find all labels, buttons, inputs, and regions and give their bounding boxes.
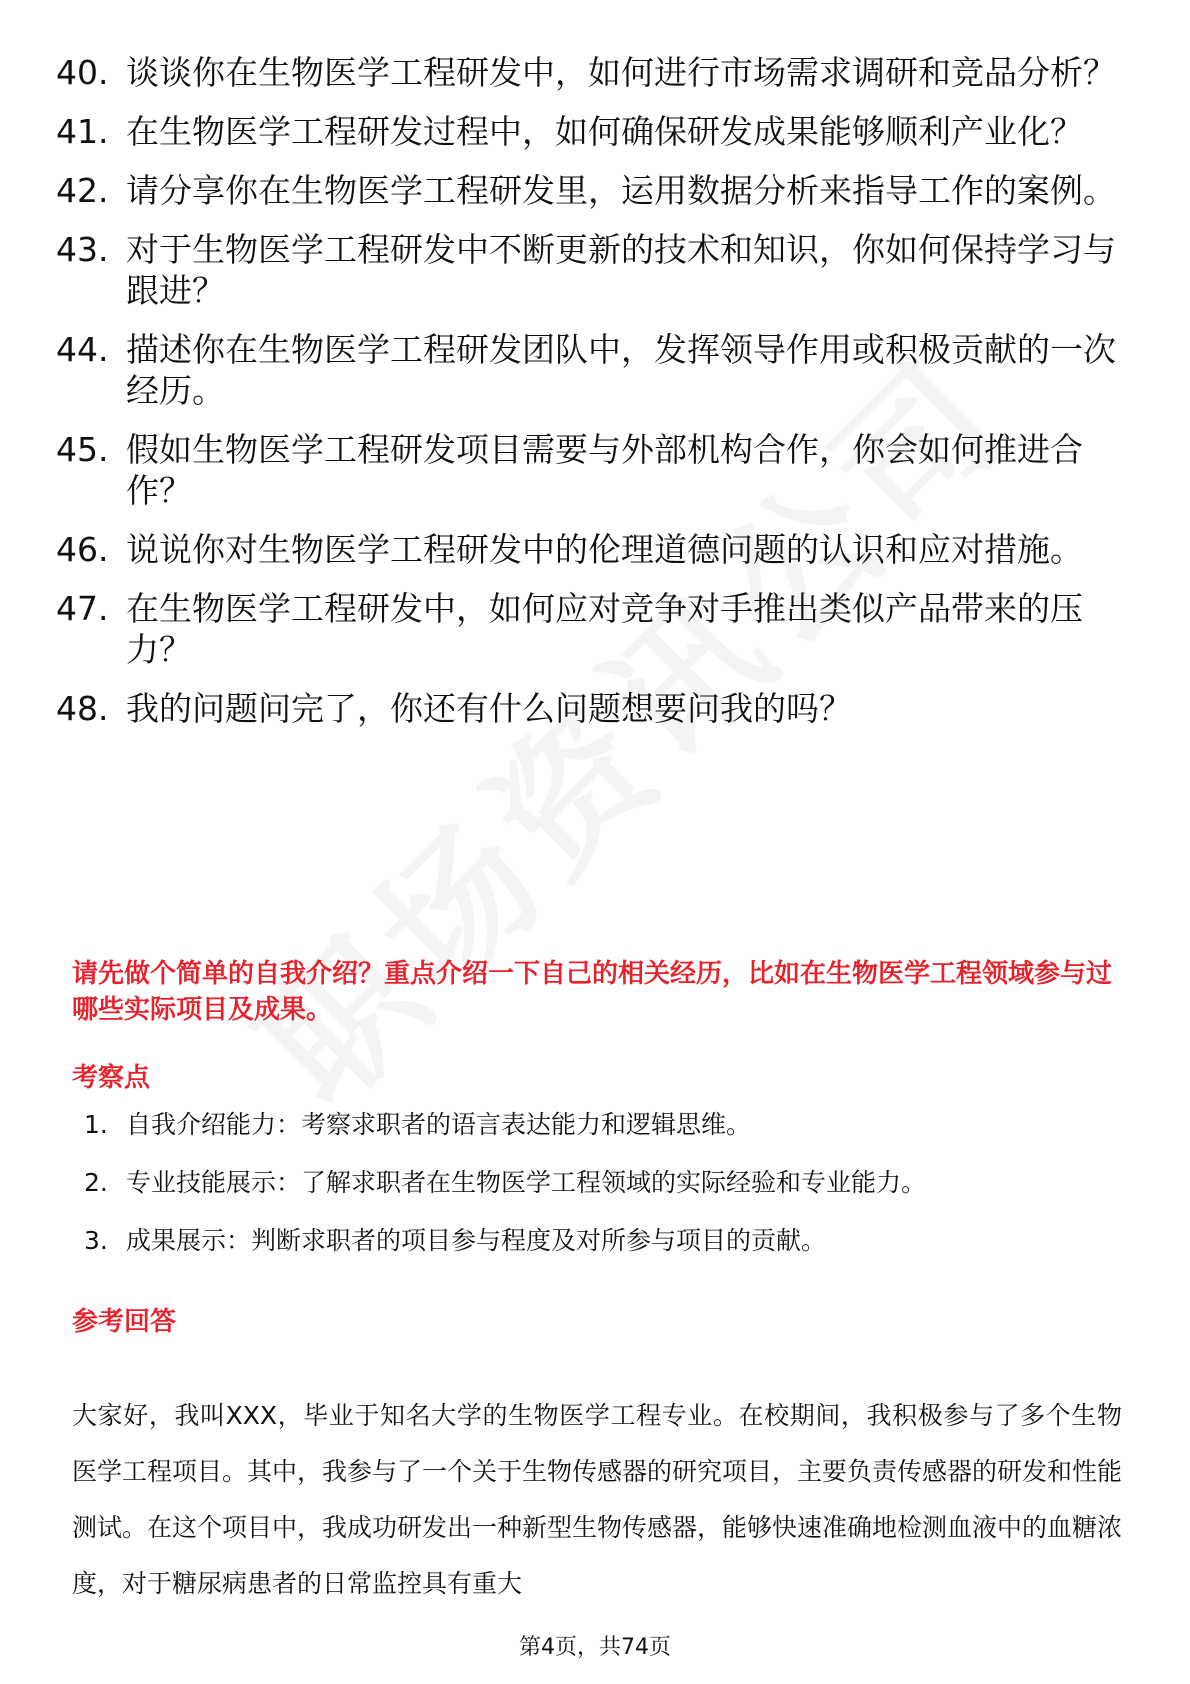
exam-points-list bbox=[84, 1107, 1124, 1281]
point-text: 自我介绍能力：考察求职者的语言表达能力和逻辑思维。 bbox=[126, 1110, 752, 1139]
question-text: 在生物医学工程研发过程中，如何确保研发成果能够顺利产业化？ bbox=[126, 112, 1083, 151]
list-item bbox=[84, 1223, 1124, 1259]
list-item bbox=[56, 111, 1136, 152]
list-item bbox=[84, 1165, 1124, 1201]
list-item bbox=[56, 688, 1136, 729]
question-number: 43. bbox=[56, 230, 109, 269]
question-number: 45. bbox=[56, 430, 109, 469]
list-item bbox=[84, 1107, 1124, 1143]
list-item bbox=[56, 52, 1136, 93]
exam-points-title: 考察点 bbox=[72, 1063, 151, 1093]
question-text: 谈谈你在生物医学工程研发中，如何进行市场需求调研和竞品分析？ bbox=[126, 53, 1116, 92]
highlight-question: 请先做个简单的自我介绍？重点介绍一下自己的相关经历，比如在生物医学工程领域参与过哪些实际项目及成果。 bbox=[72, 959, 1113, 1025]
question-number: 46. bbox=[56, 530, 109, 569]
question-text: 描述你在生物医学工程研发团队中，发挥领导作用或积极贡献的一次经历。 bbox=[126, 330, 1116, 410]
question-number: 47. bbox=[56, 589, 109, 628]
point-number: 1. bbox=[84, 1110, 108, 1139]
question-text: 我的问题问完了，你还有什么问题想要问我的吗？ bbox=[126, 689, 852, 728]
list-item bbox=[56, 170, 1136, 211]
question-text: 请分享你在生物医学工程研发里，运用数据分析来指导工作的案例。 bbox=[126, 171, 1116, 210]
list-item bbox=[56, 229, 1136, 311]
question-text: 假如生物医学工程研发项目需要与外部机构合作，你会如何推进合作？ bbox=[126, 430, 1083, 510]
point-text: 专业技能展示：了解求职者在生物医学工程领域的实际经验和专业能力。 bbox=[126, 1168, 927, 1197]
question-text: 说说你对生物医学工程研发中的伦理道德问题的认识和应对措施。 bbox=[126, 530, 1083, 569]
question-list bbox=[56, 52, 1136, 747]
list-item bbox=[56, 529, 1136, 570]
question-number: 48. bbox=[56, 689, 109, 728]
list-item bbox=[56, 429, 1136, 511]
list-item bbox=[56, 329, 1136, 411]
reference-answer-title: 参考回答 bbox=[72, 1307, 177, 1337]
question-text: 对于生物医学工程研发中不断更新的技术和知识，你如何保持学习与跟进？ bbox=[126, 230, 1116, 310]
question-number: 40. bbox=[56, 53, 109, 92]
question-number: 42. bbox=[56, 171, 109, 210]
question-text: 在生物医学工程研发中，如何应对竞争对手推出类似产品带来的压力？ bbox=[126, 589, 1083, 669]
reference-answer-text: 大家好，我叫XXX，毕业于知名大学的生物医学工程专业。在校期间，我积极参与了多个生物医学工程项目。其中，我参与了一个关于生物传感器的研究项目，主要负责传感器的研发和性能测试。在这个项目中，我成功研发出一种新型生物传感器，能够快速准确地检测血液中的血糖浓度，对于糖尿病患者的日常监控具有重大 bbox=[72, 1401, 1123, 1598]
list-item bbox=[56, 588, 1136, 670]
question-number: 44. bbox=[56, 330, 109, 369]
question-number: 41. bbox=[56, 112, 109, 151]
point-number: 3. bbox=[84, 1226, 108, 1255]
page-number: 第4页，共74页 bbox=[519, 1635, 671, 1660]
point-number: 2. bbox=[84, 1168, 108, 1197]
point-text: 成果展示：判断求职者的项目参与程度及对所参与项目的贡献。 bbox=[126, 1226, 827, 1255]
